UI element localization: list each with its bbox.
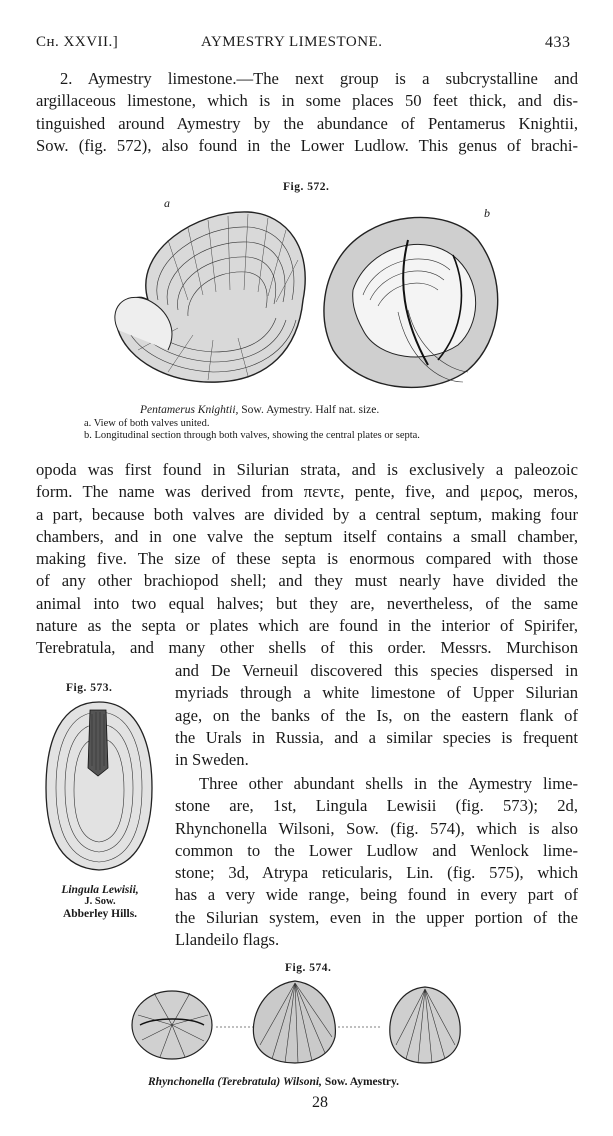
shell-view-side — [253, 981, 335, 1063]
text-line: of any other brachiopod shell; and they must nearly have divided the — [36, 571, 578, 591]
text-line: form. The name was derived from πεντε, pente, five, and μερος, meros, — [36, 482, 578, 502]
paragraph-brachiopoda — [36, 459, 578, 660]
author: J. Sow. — [84, 896, 116, 907]
species-epithet: Wilsoni, — [283, 1076, 322, 1088]
caption-details: Sow. Aymestry. Half nat. size. — [241, 404, 380, 416]
text-line: common to the Lower Ludlow and Wenlock lime- — [175, 840, 578, 860]
text-line: stone; 3d, Atrypa reticularis, Lin. (fig. 575), which — [175, 863, 578, 883]
figure-label-574: Fig. 574. — [285, 962, 332, 974]
figure-caption-573 — [30, 884, 170, 920]
text-line: and De Verneuil discovered this species dispersed in — [175, 661, 578, 680]
paragraph-murchison — [175, 660, 578, 771]
lingula-illustration — [40, 698, 158, 873]
text-line: stone are, 1st, Lingula Lewisii (fig. 573); 2d, — [175, 796, 578, 816]
figure-letter-a: a — [164, 196, 170, 210]
figure-letter-b: b — [484, 206, 490, 220]
text-line: in Sweden. — [175, 750, 249, 770]
signature-mark: 28 — [312, 1094, 328, 1111]
shell-b-section-drawing — [324, 217, 498, 387]
figure-label-572: Fig. 572. — [283, 181, 330, 193]
text-line: Rhynchonella Wilsoni, Sow. (fig. 574), which is also — [175, 818, 578, 838]
locality: Abberley Hills. — [62, 908, 138, 920]
pentamerus-illustration — [108, 200, 528, 400]
text-line: nature as the septa or plates which are found in the interior of Spirifer, — [36, 616, 578, 636]
species-name: Pentamerus Knightii, — [140, 404, 239, 416]
text-line: tinguished around Aymestry by the abundance of Pentamerus Knightii, — [36, 113, 578, 133]
chapter-heading: Cʜ. XXVII.] — [36, 34, 119, 50]
text-line: Sow. (fig. 572), also found in the Lower Ludlow. This genus of brachi- — [36, 135, 578, 155]
text-line: Terebratula, and many other shells of this order. Messrs. Murchison — [36, 638, 578, 658]
paragraph-aymestry-limestone — [36, 68, 578, 157]
paragraph-three-shells — [175, 773, 578, 951]
caption-item-a: a. View of both valves united. — [84, 418, 210, 429]
shell-view-front — [132, 991, 212, 1059]
figure-caption-572 — [140, 404, 379, 416]
species-name: Lingula Lewisii, — [61, 884, 139, 896]
caption-details: Sow. Aymestry. — [324, 1076, 400, 1088]
figure-label-573: Fig. 573. — [66, 682, 113, 694]
species-synonym: (Terebratula) — [217, 1076, 281, 1088]
text-line: opoda was first found in Silurian strata, and is exclusively a paleozoic — [36, 460, 578, 479]
text-line: myriads through a white limestone of Upper Silurian — [175, 683, 578, 703]
shell-view-dorsal — [390, 987, 460, 1063]
text-line: Three other abundant shells in the Aymestry lime- — [199, 774, 578, 793]
text-line: age, on the banks of the Is, on the eastern flank of — [175, 705, 578, 725]
page-number: 433 — [545, 34, 571, 51]
text-line: a part, because both valves are divided by a central septum, making four — [36, 504, 578, 524]
text-line: making five. The size of these septa is enormous compared with those — [36, 549, 578, 569]
text-line: Llandeilo flags. — [175, 930, 280, 950]
text-line: 2. Aymestry limestone.—The next group is a subcrystalline and — [60, 69, 578, 88]
caption-item-b: b. Longitudinal section through both valves, showing the central plates or septa. — [84, 430, 420, 441]
rhynchonella-illustration — [130, 975, 470, 1065]
running-title: AYMESTRY LIMESTONE. — [201, 34, 383, 50]
species-genus: Rhynchonella — [148, 1076, 215, 1088]
text-line: chambers, and in one valve the septum itself contains a small chamber, — [36, 526, 578, 546]
text-line: has a very wide range, being found in every part of — [175, 885, 578, 905]
figure-caption-574 — [148, 1076, 399, 1088]
text-line: the Urals in Russia, and a similar species is frequent — [175, 727, 578, 747]
text-line: animal into two equal halves; but they are, nevertheless, of the same — [36, 593, 578, 613]
text-line: the Silurian system, even in the upper portion of the — [175, 907, 578, 927]
shell-a-drawing — [115, 212, 305, 382]
text-line: argillaceous limestone, which is in some places 50 feet thick, and dis- — [36, 91, 578, 111]
